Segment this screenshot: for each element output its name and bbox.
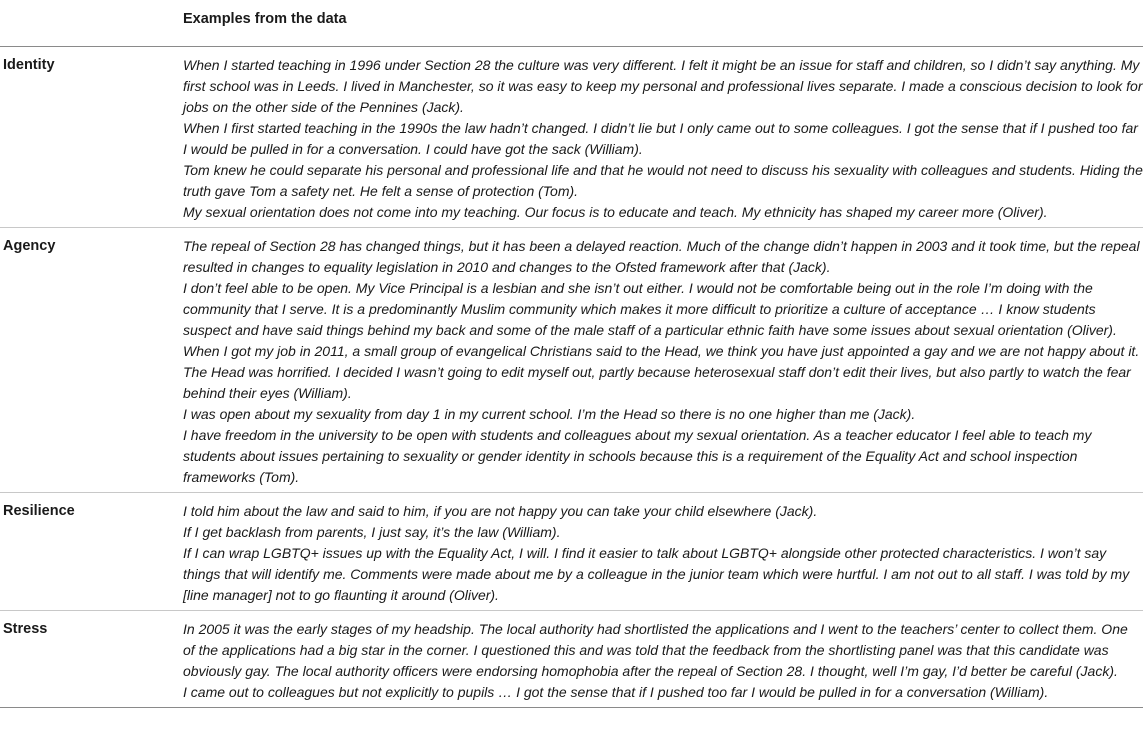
category-label: Agency (3, 238, 56, 254)
examples-cell (183, 47, 1143, 227)
example-quote: I came out to colleagues but not explicitly to pupils … I got the sense that if I pushed too far I would be pulled in for a conversation (William). (183, 684, 1049, 700)
example-quote: If I can wrap LGBTQ+ issues up with the Equality Act, I will. I find it easier to talk about LGBTQ+ alongside other protected characteristics. I won’t say things that will identify me. Comments were made about me by a colleague in the junior team which were hurtful. I am not out to all staff. I was told by my [line manager] not to go flaunting it around (Oliver). (183, 545, 1130, 603)
category-label: Resilience (3, 503, 75, 519)
category-label: Identity (3, 57, 55, 73)
example-quote: In 2005 it was the early stages of my headship. The local authority had shortlisted the applications and I went to the teachers’ center to collect them. One of the applications had a big star in the corner. I questioned this and was told that the feedback from the shortlisting panel was that this candidate was obviously gay. The local authority officers were endorsing homophobia after the repeal of Section 28. I thought, well I’m gay, I’d better be careful (Jack). (183, 621, 1128, 679)
example-quote: My sexual orientation does not come into my teaching. Our focus is to educate and teach. My ethnicity has shaped my career more (Oliver). (183, 204, 1048, 220)
examples-cell (183, 228, 1143, 492)
example-quote: Tom knew he could separate his personal and professional life and that he would not need to discuss his sexuality with colleagues and students. Hiding the truth gave Tom a safety net. He felt a sense of protection (Tom). (183, 162, 1143, 199)
table-row-stress (0, 611, 1143, 708)
example-quote: When I got my job in 2011, a small group of evangelical Christians said to the Head, we think you have just appointed a gay and we are not happy about it. The Head was horrified. I decided I wasn’t going to edit myself out, partly because heterosexual staff don’t edit their lives, but also partly to watch the fear behind their eyes (William). (183, 343, 1140, 401)
example-quote: I have freedom in the university to be open with students and colleagues about my sexual orientation. As a teacher educator I feel able to teach my students about issues pertaining to sexuality or gender identity in schools because this is a requirement of the Equality Act and school inspection frameworks (Tom). (183, 427, 1092, 485)
table-row-identity (0, 47, 1143, 228)
example-quote: When I first started teaching in the 1990s the law hadn’t changed. I didn’t lie but I only came out to some colleagues. I got the sense that if I pushed too far I would be pulled in for a conversation. I could have got the sack (William). (183, 120, 1138, 157)
category-label: Stress (3, 621, 48, 637)
table-row-resilience (0, 493, 1143, 611)
examples-column-header: Examples from the data (183, 11, 347, 27)
example-quote: If I get backlash from parents, I just say, it’s the law (William). (183, 524, 561, 540)
example-quote: I told him about the law and said to him, if you are not happy you can take your child elsewhere (Jack). (183, 503, 818, 519)
example-quote: I was open about my sexuality from day 1 in my current school. I’m the Head so there is no one higher than me (Jack). (183, 406, 916, 422)
table-header (0, 0, 1143, 47)
example-quote: When I started teaching in 1996 under Section 28 the culture was very different. I felt it might be an issue for staff and children, so I didn’t say anything. My first school was in Leeds. I lived in Manchester, so it was easy to keep my personal and professional lives separate. I made a conscious decision to look for jobs on the other side of the Pennines (Jack). (183, 57, 1143, 115)
example-quote: I don’t feel able to be open. My Vice Principal is a lesbian and she isn’t out either. I would not be comfortable being out in the role I’m doing with the community that I serve. It is a predominantly Muslim community which makes it more difficult to prioritize a culture of acceptance … I know students suspect and have said things behind my back and some of the male staff of a particular ethnic faith have some issues about sexual orientation (Oliver). (183, 280, 1117, 338)
table-row-agency (0, 228, 1143, 493)
example-quote: The repeal of Section 28 has changed things, but it has been a delayed reaction. Much of the change didn’t happen in 2003 and it took time, but the repeal resulted in changes to equality legislation in 2010 and changes to the Ofsted framework after that (Jack). (183, 238, 1140, 275)
examples-cell (183, 611, 1143, 707)
examples-cell (183, 493, 1143, 610)
